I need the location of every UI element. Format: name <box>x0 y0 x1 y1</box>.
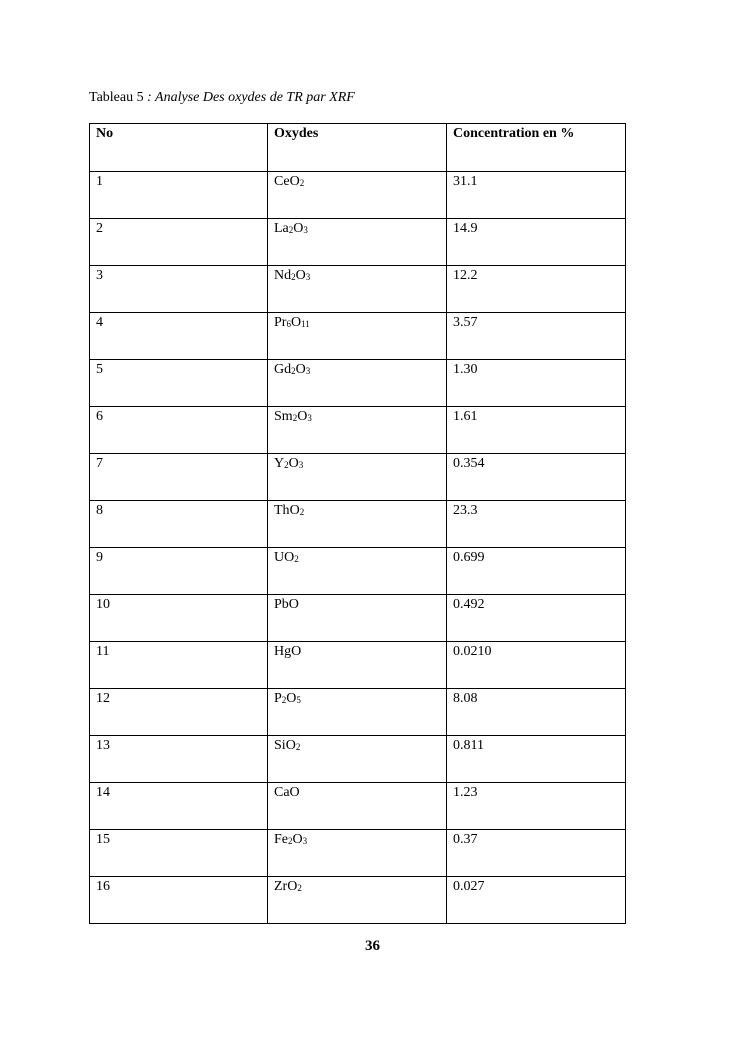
oxide-formula: SiO$_2$ <box>274 738 301 753</box>
cell-oxide <box>268 595 447 642</box>
cell-concentration: 8.08 <box>447 689 626 736</box>
table-row <box>90 454 626 501</box>
table-row <box>90 595 626 642</box>
table-row <box>90 172 626 219</box>
table-row <box>90 736 626 783</box>
cell-concentration: 3.57 <box>447 313 626 360</box>
cell-concentration: 0.811 <box>447 736 626 783</box>
oxide-formula: ThO$_2$ <box>274 503 305 518</box>
table-row <box>90 783 626 830</box>
cell-concentration: 23.3 <box>447 501 626 548</box>
table-header-row <box>90 124 626 172</box>
cell-oxide <box>268 454 447 501</box>
cell-no: 16 <box>90 877 268 924</box>
cell-no: 15 <box>90 830 268 877</box>
cell-no: 2 <box>90 219 268 266</box>
cell-concentration: 1.23 <box>447 783 626 830</box>
oxide-formula: $Y_2O_3$ <box>274 456 304 471</box>
cell-concentration: 14.9 <box>447 219 626 266</box>
cell-oxide <box>268 783 447 830</box>
cell-oxide <box>268 219 447 266</box>
caption-title: : Analyse Des oxydes de TR par XRF <box>143 90 355 105</box>
cell-no: 4 <box>90 313 268 360</box>
cell-concentration: 1.30 <box>447 360 626 407</box>
cell-oxide <box>268 360 447 407</box>
cell-no: 10 <box>90 595 268 642</box>
oxide-formula: $Sm_2O_3$ <box>274 409 312 424</box>
header-concentration: Concentration en % <box>447 124 626 172</box>
cell-oxide <box>268 548 447 595</box>
table-row <box>90 689 626 736</box>
table-row <box>90 501 626 548</box>
cell-oxide <box>268 407 447 454</box>
cell-oxide <box>268 501 447 548</box>
cell-oxide <box>268 877 447 924</box>
cell-no: 1 <box>90 172 268 219</box>
oxide-formula: $Pr_6O_{11}$ <box>274 315 310 330</box>
cell-oxide <box>268 313 447 360</box>
cell-concentration: 0.354 <box>447 454 626 501</box>
cell-concentration: 0.37 <box>447 830 626 877</box>
cell-no: 5 <box>90 360 268 407</box>
table-row <box>90 877 626 924</box>
header-no: No <box>90 124 268 172</box>
cell-oxide <box>268 642 447 689</box>
oxide-formula: $Fe_2O_3$ <box>274 832 308 847</box>
oxide-formula: $Nd_2O_3$ <box>274 268 311 283</box>
cell-oxide <box>268 830 447 877</box>
page-number: 36 <box>365 938 380 954</box>
cell-oxide <box>268 172 447 219</box>
table-row <box>90 830 626 877</box>
oxide-formula: CaO <box>274 785 300 800</box>
table-caption <box>89 89 355 107</box>
cell-oxide <box>268 266 447 313</box>
cell-concentration: 1.61 <box>447 407 626 454</box>
cell-no: 11 <box>90 642 268 689</box>
oxide-formula: $P_2O_5$ <box>274 691 301 706</box>
cell-concentration: 0.0210 <box>447 642 626 689</box>
cell-no: 6 <box>90 407 268 454</box>
cell-no: 14 <box>90 783 268 830</box>
oxide-formula: $La_2O_3$ <box>274 221 308 236</box>
oxide-formula: HgO <box>274 644 302 659</box>
oxide-table <box>89 123 626 924</box>
cell-concentration: 0.492 <box>447 595 626 642</box>
oxide-formula: ZrO$_2$ <box>274 879 302 894</box>
cell-no: 9 <box>90 548 268 595</box>
header-oxide: Oxydes <box>268 124 447 172</box>
cell-no: 12 <box>90 689 268 736</box>
cell-oxide <box>268 736 447 783</box>
table-row <box>90 360 626 407</box>
cell-concentration: 0.699 <box>447 548 626 595</box>
cell-concentration: 12.2 <box>447 266 626 313</box>
table-row <box>90 313 626 360</box>
oxide-formula: PbO <box>274 597 299 612</box>
cell-oxide <box>268 689 447 736</box>
cell-no: 3 <box>90 266 268 313</box>
table-body <box>90 172 626 924</box>
cell-no: 8 <box>90 501 268 548</box>
table-row <box>90 266 626 313</box>
table-row <box>90 548 626 595</box>
table-row <box>90 407 626 454</box>
cell-no: 7 <box>90 454 268 501</box>
cell-concentration: 31.1 <box>447 172 626 219</box>
caption-label: Tableau 5 <box>89 90 144 105</box>
oxide-formula: $UO_2$ <box>274 550 299 565</box>
oxide-formula: CeO$_2$ <box>274 174 305 189</box>
oxide-formula: $Gd_2O_3$ <box>274 362 311 377</box>
table-row <box>90 642 626 689</box>
cell-no: 13 <box>90 736 268 783</box>
table-row <box>90 219 626 266</box>
cell-concentration: 0.027 <box>447 877 626 924</box>
